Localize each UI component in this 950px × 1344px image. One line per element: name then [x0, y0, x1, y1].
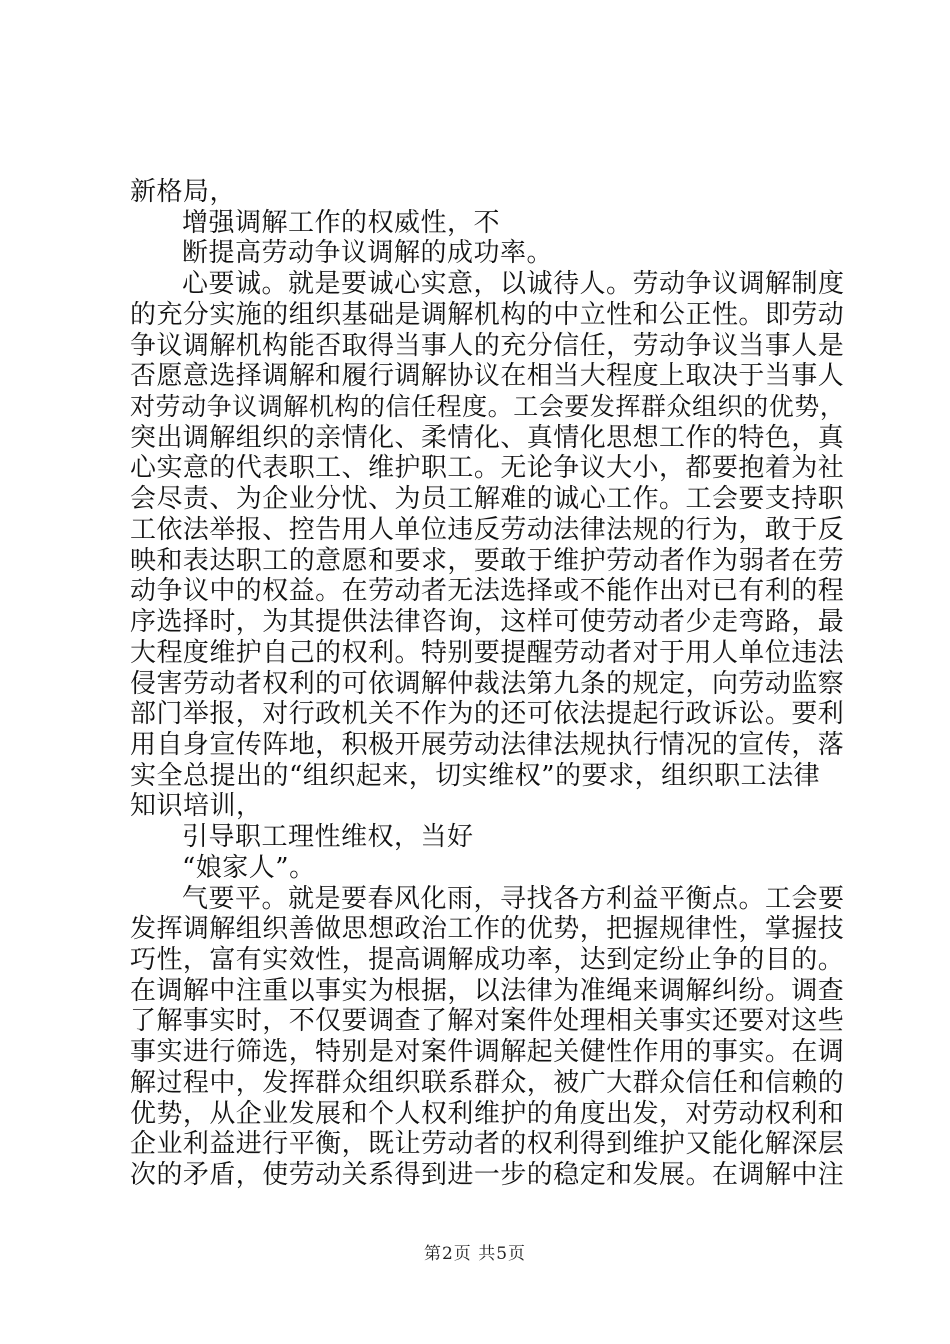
- text-line: 增强调解工作的权威性，不: [182, 208, 501, 238]
- text-line: 用自身宣传阵地，积极开展劳动法律法规执行情况的宣传，落: [130, 730, 845, 760]
- text-line: 对劳动争议调解机构的信任程度。工会要发挥群众组织的优势，: [130, 392, 846, 421]
- paragraph-heading-line: 气要平。就是要春风化雨，寻找各方利益平衡点。工会要: [182, 884, 845, 914]
- paragraph-heading-line: 心要诚。就是要诚心实意，以诚待人。劳动争议调解制度: [182, 269, 845, 299]
- text-line: 发挥调解组织善做思想政治工作的优势，把握规律性，掌握技: [130, 914, 845, 944]
- text-line: 实全总提出的“组织起来，切实维权”的要求，组织职工法律: [130, 761, 821, 791]
- text-line: 知识培训，: [130, 791, 263, 821]
- text-line: 大程度维护自己的权利。特别要提醒劳动者对于用人单位违法: [130, 638, 845, 668]
- page-number-footer: 第2页 共5页: [423, 1244, 527, 1264]
- text-line: 巧性，富有实效性，提高调解成功率，达到定纷止争的目的。: [130, 945, 845, 975]
- text-line: 企业利益进行平衡，既让劳动者的权利得到维护又能化解深层: [130, 1129, 845, 1159]
- text-line: 映和表达职工的意愿和要求，要敢于维护劳动者作为弱者在劳: [130, 546, 845, 576]
- text-line: 会尽责、为企业分忧、为员工解难的诚心工作。工会要支持职: [130, 484, 845, 514]
- text-line: 事实进行筛选，特别是对案件调解起关健性作用的事实。在调: [130, 1037, 845, 1067]
- text-line: 解过程中，发挥群众组织联系群众，被广大群众信任和信赖的: [130, 1068, 845, 1098]
- text-line: 争议调解机构能否取得当事人的充分信任，劳动争议当事人是: [130, 331, 845, 361]
- text-line: 优势，从企业发展和个人权利维护的角度出发，对劳动权利和: [130, 1099, 845, 1129]
- text-line: 心实意的代表职工、维护职工。无论争议大小，都要抱着为社: [130, 453, 845, 483]
- text-line: 否愿意选择调解和履行调解协议在相当大程度上取决于当事人: [130, 361, 845, 391]
- text-line: “娘家人”。: [182, 853, 316, 883]
- text-line: 次的矛盾，使劳动关系得到进一步的稳定和发展。在调解中注: [130, 1160, 845, 1190]
- text-line: 序选择时，为其提供法律咨询，这样可使劳动者少走弯路，最: [130, 607, 845, 637]
- text-line: 的充分实施的组织基础是调解机构的中立性和公正性。即劳动: [130, 300, 845, 330]
- text-line: 突出调解组织的亲情化、柔情化、真情化思想工作的特色，真: [130, 423, 845, 453]
- text-line: 侵害劳动者权利的可依调解仲裁法第九条的规定，向劳动监察: [130, 669, 845, 699]
- text-line: 工依法举报、控告用人单位违反劳动法律法规的行为，敢于反: [130, 515, 845, 545]
- text-line: 了解事实时，不仅要调查了解对案件处理相关事实还要对这些: [130, 1006, 845, 1036]
- text-line: 新格局，: [130, 177, 237, 207]
- text-line: 部门举报，对行政机关不作为的还可依法提起行政诉讼。要利: [130, 699, 845, 729]
- text-line: 断提高劳动争议调解的成功率。: [182, 238, 554, 268]
- text-line: 动争议中的权益。在劳动者无法选择或不能作出对已有利的程: [130, 576, 845, 606]
- text-line: 在调解中注重以事实为根据，以法律为准绳来调解纠纷。调查: [130, 976, 845, 1006]
- text-line: 引导职工理性维权，当好: [182, 822, 474, 852]
